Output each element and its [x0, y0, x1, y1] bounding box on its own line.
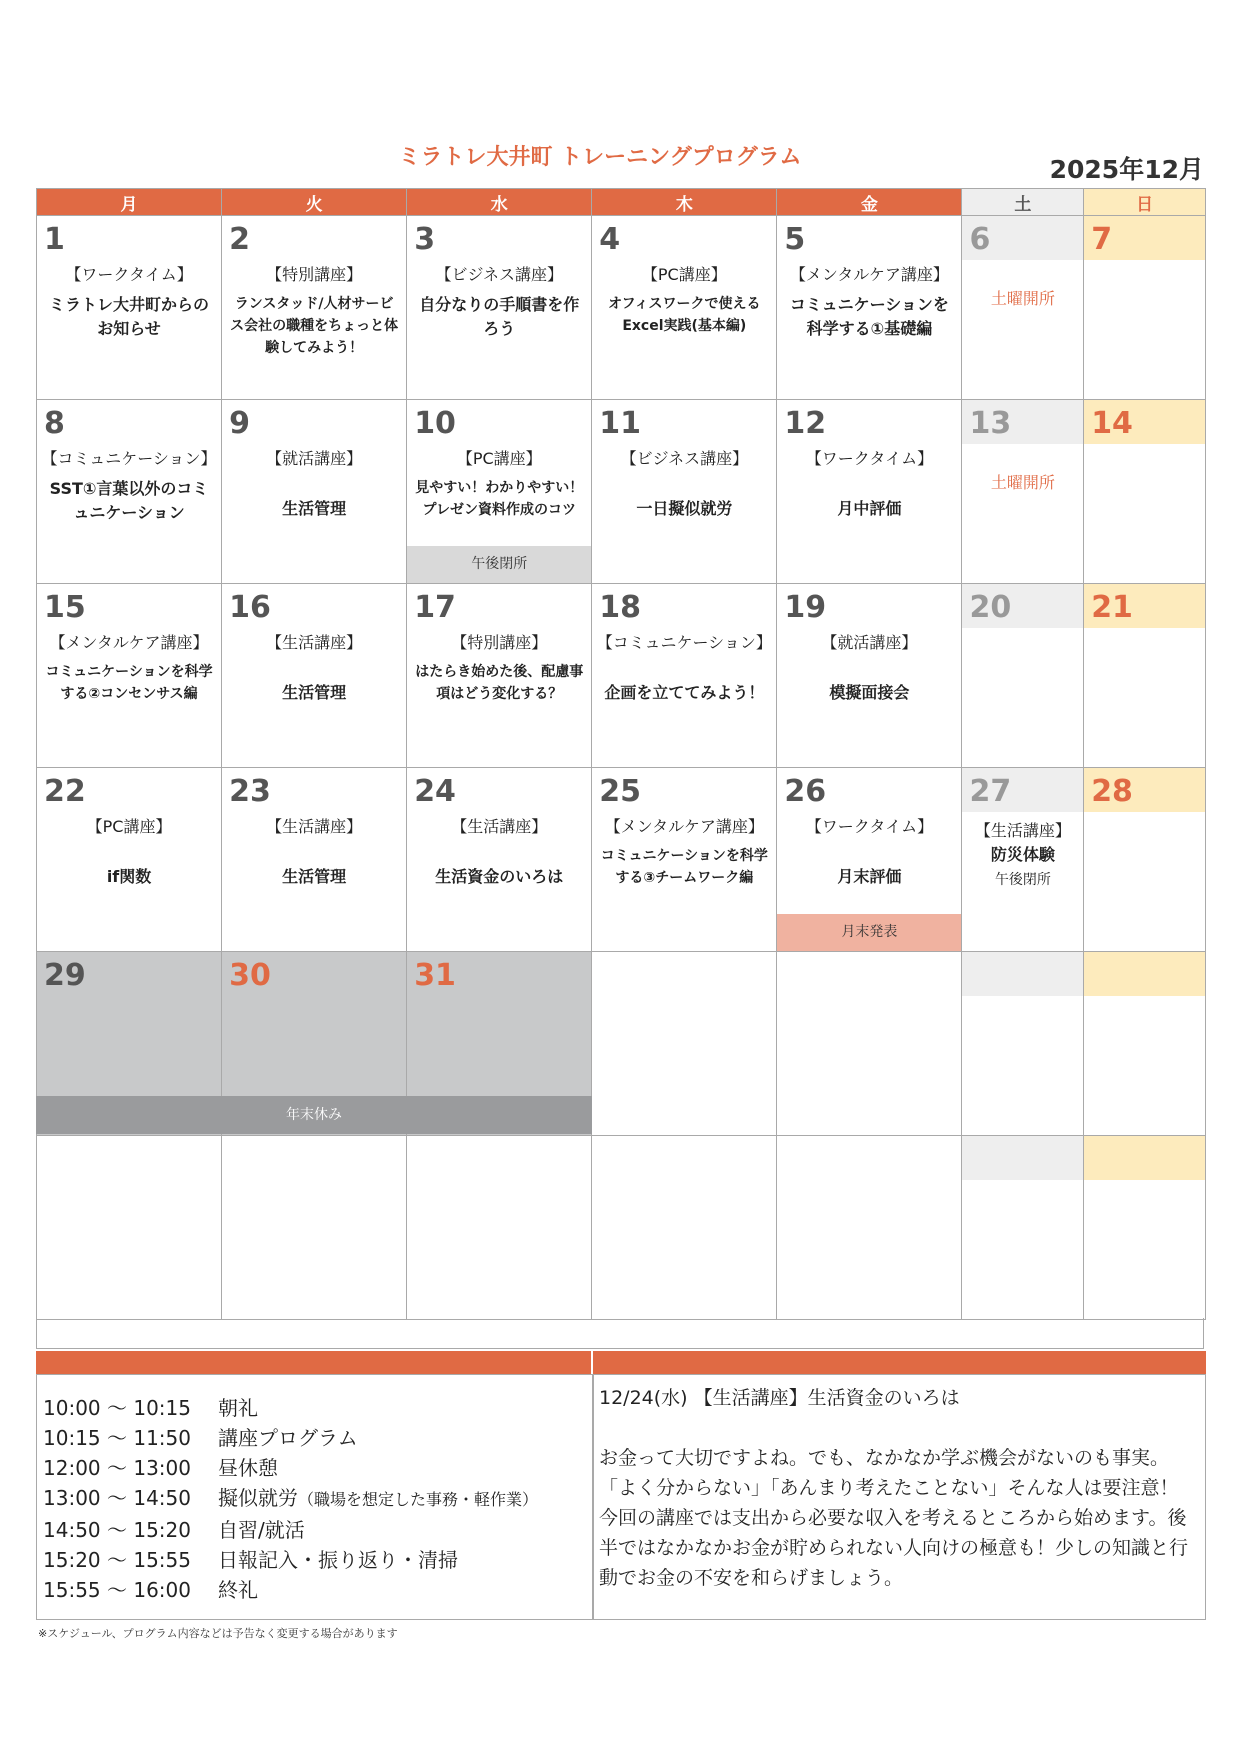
day-number: 30	[229, 958, 271, 993]
empty-day-cell	[777, 952, 962, 1136]
featured-lecture-text: 今回の講座では支出から必要な収入を考えるところから始めます。後半ではなかなかお金が貯められない人向けの極意も！少しの知識と行動でお金の不安を和らげましょう。	[599, 1507, 1189, 1589]
schedule-label: 終礼	[218, 1578, 258, 1602]
schedule-label: 昼休憩	[218, 1456, 278, 1480]
empty-day-cell-saturday	[962, 952, 1084, 1136]
calendar-table	[36, 188, 1206, 1320]
day-cell-sunday	[1084, 768, 1206, 952]
empty-day-cell-sunday	[1084, 952, 1206, 1136]
weekday-mon: 月	[37, 189, 222, 216]
saturday-open-note: 土曜開所	[990, 289, 1055, 308]
day-cell-saturday	[962, 216, 1084, 400]
program-category: 【メンタルケア講座】	[789, 265, 949, 284]
program-title: if関数	[106, 867, 152, 886]
program-category: 【特別講座】	[266, 265, 363, 284]
day-cell	[592, 584, 777, 768]
program-title: 生活資金のいろは	[435, 867, 564, 886]
program-title: 生活管理	[282, 867, 347, 886]
program-category: 【PC講座】	[86, 817, 172, 836]
program-category: 【就活講座】	[821, 633, 918, 652]
day-cell	[592, 216, 777, 400]
program-category: 【ワークタイム】	[805, 449, 934, 468]
weekday-fri: 金	[777, 189, 962, 216]
day-number: 25	[599, 774, 642, 809]
schedule-label: 日報記入・振り返り・清掃	[218, 1548, 458, 1572]
featured-lecture	[599, 1383, 1199, 1593]
schedule-time: 15:20 ～ 15:55	[43, 1548, 191, 1572]
empty-day-cell	[592, 952, 777, 1136]
day-number: 13	[962, 400, 1083, 444]
empty-day-cell	[407, 1136, 592, 1320]
day-cell	[37, 216, 222, 400]
program-category: 【ビジネス講座】	[620, 449, 749, 468]
program-title: 見やすい！わかりやすい！プレゼン資料作成のコツ	[415, 480, 584, 518]
program-category: 【コミュニケーション】	[596, 633, 772, 652]
day-cell	[37, 584, 222, 768]
day-number: 3	[414, 222, 436, 257]
day-number: 15	[44, 590, 86, 625]
schedule-time: 10:15 ～ 11:50	[43, 1426, 191, 1450]
day-number: 7	[1084, 216, 1205, 260]
day-cell	[222, 216, 407, 400]
schedule-row	[43, 1423, 538, 1453]
day-number: 28	[1084, 768, 1205, 812]
program-category: 【PC講座】	[456, 449, 542, 468]
info-header-band	[36, 1351, 1206, 1374]
schedule-time: 10:00 ～ 10:15	[43, 1396, 191, 1420]
saturday-open-note: 土曜開所	[990, 473, 1055, 492]
day-cell	[407, 768, 592, 952]
month-label: 2025年12月	[1049, 155, 1204, 184]
schedule-row	[43, 1515, 538, 1545]
schedule-label: 朝礼	[218, 1396, 258, 1420]
day-number: 21	[1084, 584, 1205, 628]
day-cell	[222, 768, 407, 952]
day-cell	[222, 584, 407, 768]
program-title: ミラトレ大井町からのお知らせ	[49, 295, 210, 338]
schedule-label: 自習/就活	[218, 1518, 305, 1542]
day-cell-saturday	[962, 584, 1084, 768]
day-cell	[407, 584, 592, 768]
day-number: 23	[229, 774, 271, 809]
featured-lecture-heading: 12/24(水) 【生活講座】生活資金のいろは	[599, 1387, 960, 1409]
day-number: 26	[784, 774, 827, 809]
program-category: 【生活講座】	[451, 817, 548, 836]
schedule-label: 講座プログラム	[218, 1426, 358, 1450]
schedule-time: 12:00 ～ 13:00	[43, 1456, 191, 1480]
program-category: 【PC講座】	[641, 265, 727, 284]
day-cell	[777, 768, 962, 952]
spacer-row	[36, 1318, 1204, 1349]
empty-day-cell	[37, 1136, 222, 1320]
day-number: 20	[962, 584, 1083, 628]
day-cell	[407, 216, 592, 400]
program-category: 【ビジネス講座】	[435, 265, 563, 284]
program-title: コミュニケーションを科学する③チームワーク編	[600, 848, 768, 886]
program-category: 【ワークタイム】	[65, 265, 193, 284]
day-number: 18	[599, 590, 642, 625]
schedule-row	[43, 1575, 538, 1605]
month-end-presentation-bar: 月末発表	[777, 914, 961, 951]
day-number: 12	[784, 406, 827, 441]
program-title: ランスタッド/人材サービス会社の職種をちょっと体験してみよう！	[230, 296, 399, 356]
schedule-row	[43, 1483, 538, 1515]
info-panel	[36, 1374, 1206, 1620]
featured-lecture-text: お金って大切ですよね。でも、なかなか学ぶ機会がないのも事実。	[599, 1447, 1170, 1469]
day-number: 24	[414, 774, 456, 809]
page-title: ミラトレ大井町 トレーニングプログラム	[398, 145, 802, 170]
program-category: 【ワークタイム】	[805, 817, 934, 836]
schedule-time: 14:50 ～ 15:20	[43, 1518, 191, 1542]
day-number: 1	[44, 222, 65, 257]
program-title: 生活管理	[282, 683, 347, 702]
program-title: コミュニケーションを科学する①基礎編	[789, 295, 949, 338]
day-cell-sunday	[1084, 216, 1206, 400]
program-title: 防災体験	[990, 845, 1055, 864]
schedule-row	[43, 1545, 538, 1575]
daily-schedule	[43, 1393, 538, 1605]
program-title: コミュニケーションを科学する②コンセンサス編	[45, 664, 213, 702]
program-category: 【メンタルケア講座】	[604, 817, 764, 836]
day-cell	[222, 400, 407, 584]
weekday-wed: 水	[407, 189, 592, 216]
day-number: 10	[414, 406, 456, 441]
weekday-sat: 土	[962, 189, 1084, 216]
weekday-sun: 日	[1084, 189, 1206, 216]
program-title: 月中評価	[837, 499, 902, 518]
program-title: オフィスワークで使えるExcel実践(基本編)	[608, 296, 761, 334]
day-cell-saturday	[962, 768, 1084, 952]
program-category: 【メンタルケア講座】	[49, 633, 209, 652]
year-end-holiday-bar: 年末休み	[36, 1096, 592, 1134]
weekday-header	[37, 189, 1206, 216]
day-number: 29	[44, 958, 86, 993]
day-cell	[592, 768, 777, 952]
day-number: 9	[229, 406, 250, 441]
day-number: 11	[599, 406, 642, 441]
program-title: 生活管理	[282, 499, 347, 518]
day-number: 16	[229, 590, 271, 625]
day-number: 17	[414, 590, 456, 625]
program-title: SST①言葉以外のコミュニケーション	[49, 479, 209, 522]
program-title: 模擬面接会	[829, 683, 910, 702]
footnote: ※スケジュール、プログラム内容などは予告なく変更する場合があります	[38, 1627, 398, 1640]
empty-day-cell	[777, 1136, 962, 1320]
day-number: 19	[784, 590, 827, 625]
afternoon-closed-note: 午後閉所	[994, 872, 1051, 888]
program-category: 【就活講座】	[266, 449, 363, 468]
schedule-label: 擬似就労	[218, 1486, 298, 1510]
day-cell-saturday	[962, 400, 1084, 584]
day-cell	[777, 216, 962, 400]
schedule-time: 13:00 ～ 14:50	[43, 1486, 191, 1510]
program-title: 企画を立ててみよう！	[604, 683, 765, 702]
program-title: はたらき始めた後、配慮事項はどう変化する？	[415, 664, 584, 702]
day-number: 8	[44, 406, 65, 441]
program-category: 【コミュニケーション】	[41, 449, 217, 468]
program-category: 【特別講座】	[451, 633, 548, 652]
day-cell	[592, 400, 777, 584]
empty-day-cell	[222, 1136, 407, 1320]
empty-day-cell	[592, 1136, 777, 1320]
schedule-time: 15:55 ～ 16:00	[43, 1578, 191, 1602]
empty-day-cell-sunday	[1084, 1136, 1206, 1320]
weekday-thu: 木	[592, 189, 777, 216]
day-cell	[37, 400, 222, 584]
program-title: 一日擬似就労	[636, 499, 733, 518]
empty-day-cell-saturday	[962, 1136, 1084, 1320]
day-number: 22	[44, 774, 86, 809]
afternoon-closed-bar: 午後閉所	[407, 546, 591, 583]
schedule-row	[43, 1453, 538, 1483]
day-number: 5	[784, 222, 806, 257]
day-number: 27	[962, 768, 1083, 812]
day-number: 14	[1084, 400, 1205, 444]
program-category: 【生活講座】	[266, 633, 363, 652]
program-category: 【生活講座】	[974, 821, 1071, 840]
schedule-row	[43, 1393, 538, 1423]
weekday-tue: 火	[222, 189, 407, 216]
featured-lecture-text: 「よく分からない」「あんまり考えたことない」そんな人は要注意！	[599, 1477, 1179, 1499]
day-cell-sunday	[1084, 400, 1206, 584]
day-cell	[407, 400, 592, 584]
day-number: 6	[962, 216, 1083, 260]
day-cell	[37, 768, 222, 952]
day-cell	[777, 584, 962, 768]
day-number: 31	[414, 958, 456, 993]
day-cell-sunday	[1084, 584, 1206, 768]
program-category: 【生活講座】	[266, 817, 363, 836]
day-number: 2	[229, 222, 250, 257]
schedule-sublabel: （職場を想定した事務・軽作業）	[298, 1490, 539, 1509]
program-title: 自分なりの手順書を作ろう	[419, 295, 580, 338]
day-cell	[777, 400, 962, 584]
day-number: 4	[599, 222, 621, 257]
program-title: 月末評価	[837, 867, 902, 886]
